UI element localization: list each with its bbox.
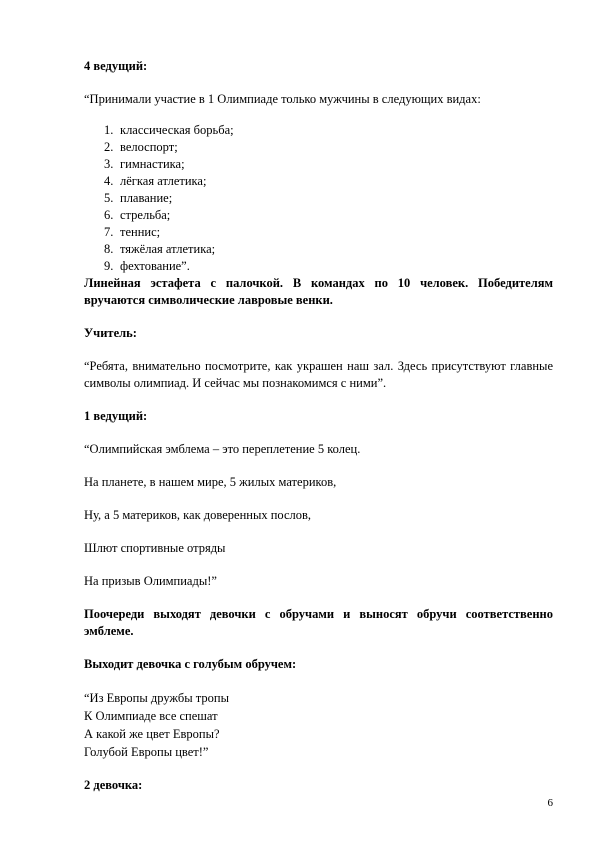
list-item: 8. тяжёлая атлетика; [104, 242, 216, 256]
speaker-heading-2-girl: 2 девочка: [84, 778, 143, 792]
list-item: 1. классическая борьба; [104, 123, 234, 137]
poem-line: Ну, а 5 материков, как доверенных послов, [84, 508, 312, 522]
speaker-heading-blue-girl: Выходит девочка с голубым обручем: [84, 657, 297, 671]
speaker-heading-teacher: Учитель: [84, 326, 137, 340]
verse-line: Голубой Европы цвет!” [84, 745, 209, 759]
verse-line: А какой же цвет Европы? [84, 727, 220, 741]
list-item: 4. лёгкая атлетика; [104, 174, 207, 188]
list-item: 2. велоспорт; [104, 140, 178, 154]
speaker-heading-4: 4 ведущий: [84, 59, 148, 73]
list-item: 3. гимнастика; [104, 157, 185, 171]
poem-line: На призыв Олимпиады!” [84, 574, 217, 588]
list-item: 5. плавание; [104, 191, 173, 205]
list-item: 6. стрельба; [104, 208, 171, 222]
teacher-paragraph: “Ребята, внимательно посмотрите, как украшен наш зал. Здесь присутствуют главные символы олимпиад. И сейчас мы познакомимся с ними”. [84, 359, 553, 390]
poem-line: Шлют спортивные отряды [84, 541, 226, 555]
verse-line: К Олимпиаде все спешат [84, 709, 218, 723]
speaker-heading-1: 1 ведущий: [84, 409, 148, 423]
list-item: 7. теннис; [104, 225, 161, 239]
list-item: 9. фехтование”. [104, 259, 190, 273]
poem-line: “Олимпийская эмблема – это переплетение 5 колец. [84, 442, 361, 456]
girls-instruction: Поочереди выходят девочки с обручами и выносят обручи соответственно эмблеме. [84, 607, 553, 638]
verse-block [84, 689, 553, 761]
page-number: 6 [547, 797, 553, 809]
poem-line: На планете, в нашем мире, 5 жилых материков, [84, 475, 337, 489]
intro-paragraph: “Принимали участие в 1 Олимпиаде только мужчины в следующих видах: [84, 92, 481, 106]
relay-instruction: Линейная эстафета с палочкой. В командах по 10 человек. Победителям вручаются символические лавровые венки. [84, 276, 553, 307]
document-page [84, 58, 553, 794]
sports-list [84, 122, 553, 275]
verse-line: “Из Европы дружбы тропы [84, 691, 229, 705]
